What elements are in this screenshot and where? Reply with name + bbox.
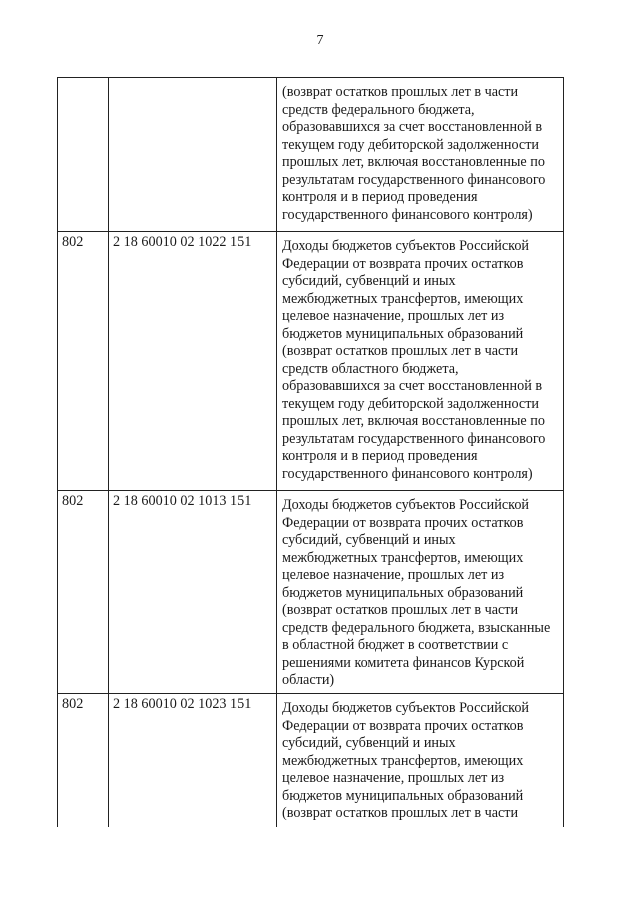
description-line: области) (282, 672, 335, 688)
description-cell (277, 232, 564, 491)
description-line: в областной бюджет в соответствии с (282, 637, 509, 653)
description-line: прошлых лет, включая восстановленные по (282, 413, 545, 429)
table-row (58, 232, 564, 491)
description-line: (возврат остатков прошлых лет в части (282, 343, 519, 359)
budget-code-cell: 2 18 60010 02 1022 151 (109, 232, 277, 491)
description-line: образовавшихся за счет восстановленной в (282, 119, 543, 135)
description-line: бюджетов муниципальных образований (282, 584, 524, 601)
description-line: государственного финансового контроля) (282, 465, 533, 482)
description-line: Доходы бюджетов субъектов Российской (282, 700, 530, 716)
description-line: контроля и в период проведения (282, 448, 478, 464)
description-line: средств федерального бюджета, (282, 101, 475, 118)
description-line: субсидий, субвенций и иных (282, 735, 456, 751)
description-line: Доходы бюджетов субъектов Российской (282, 497, 530, 513)
budget-code-cell (109, 78, 277, 232)
description-line: текущем году дебиторской задолженности (282, 136, 540, 153)
description-cell (277, 491, 564, 694)
description-line: средств областного бюджета, (282, 360, 459, 377)
description-line: Федерации от возврата прочих остатков (282, 255, 524, 272)
description-line: (возврат остатков прошлых лет в части (282, 84, 519, 100)
description-line: межбюджетных трансфертов, имеющих (282, 290, 524, 307)
description-line: государственного финансового контроля) (282, 206, 533, 223)
admin-code-cell: 802 (58, 694, 109, 828)
description-line: бюджетов муниципальных образований (282, 325, 524, 342)
table-row (58, 694, 564, 828)
description-line: Федерации от возврата прочих остатков (282, 514, 524, 531)
description-line: межбюджетных трансфертов, имеющих (282, 752, 524, 769)
description-line: (возврат остатков прошлых лет в части (282, 602, 519, 618)
description-line: бюджетов муниципальных образований (282, 787, 524, 804)
budget-code-cell: 2 18 60010 02 1023 151 (109, 694, 277, 828)
description-line: межбюджетных трансфертов, имеющих (282, 549, 524, 566)
description-line: результатам государственного финансового (282, 430, 546, 447)
page-number: 7 (316, 33, 324, 48)
description-line: целевое назначение, прошлых лет из (282, 308, 505, 324)
admin-code-cell: 802 (58, 491, 109, 694)
description-line: результатам государственного финансового (282, 171, 546, 188)
budget-code-cell: 2 18 60010 02 1013 151 (109, 491, 277, 694)
table-row (58, 78, 564, 232)
description-line: Федерации от возврата прочих остатков (282, 717, 524, 734)
description-cell (277, 78, 564, 232)
description-line: целевое назначение, прошлых лет из (282, 770, 505, 786)
description-line: (возврат остатков прошлых лет в части (282, 805, 519, 821)
budget-codes-table (57, 77, 564, 827)
description-line: Доходы бюджетов субъектов Российской (282, 238, 530, 254)
description-line: субсидий, субвенций и иных (282, 273, 456, 289)
description-line: средств федерального бюджета, взысканные (282, 619, 551, 636)
description-line: контроля и в период проведения (282, 189, 478, 205)
description-line: образовавшихся за счет восстановленной в (282, 378, 543, 394)
description-line: субсидий, субвенций и иных (282, 532, 456, 548)
description-line: целевое назначение, прошлых лет из (282, 567, 505, 583)
description-line: прошлых лет, включая восстановленные по (282, 154, 545, 170)
admin-code-cell (58, 78, 109, 232)
description-cell (277, 694, 564, 828)
admin-code-cell: 802 (58, 232, 109, 491)
table-row (58, 491, 564, 694)
description-line: решениями комитета финансов Курской (282, 654, 525, 671)
description-line: текущем году дебиторской задолженности (282, 395, 540, 412)
